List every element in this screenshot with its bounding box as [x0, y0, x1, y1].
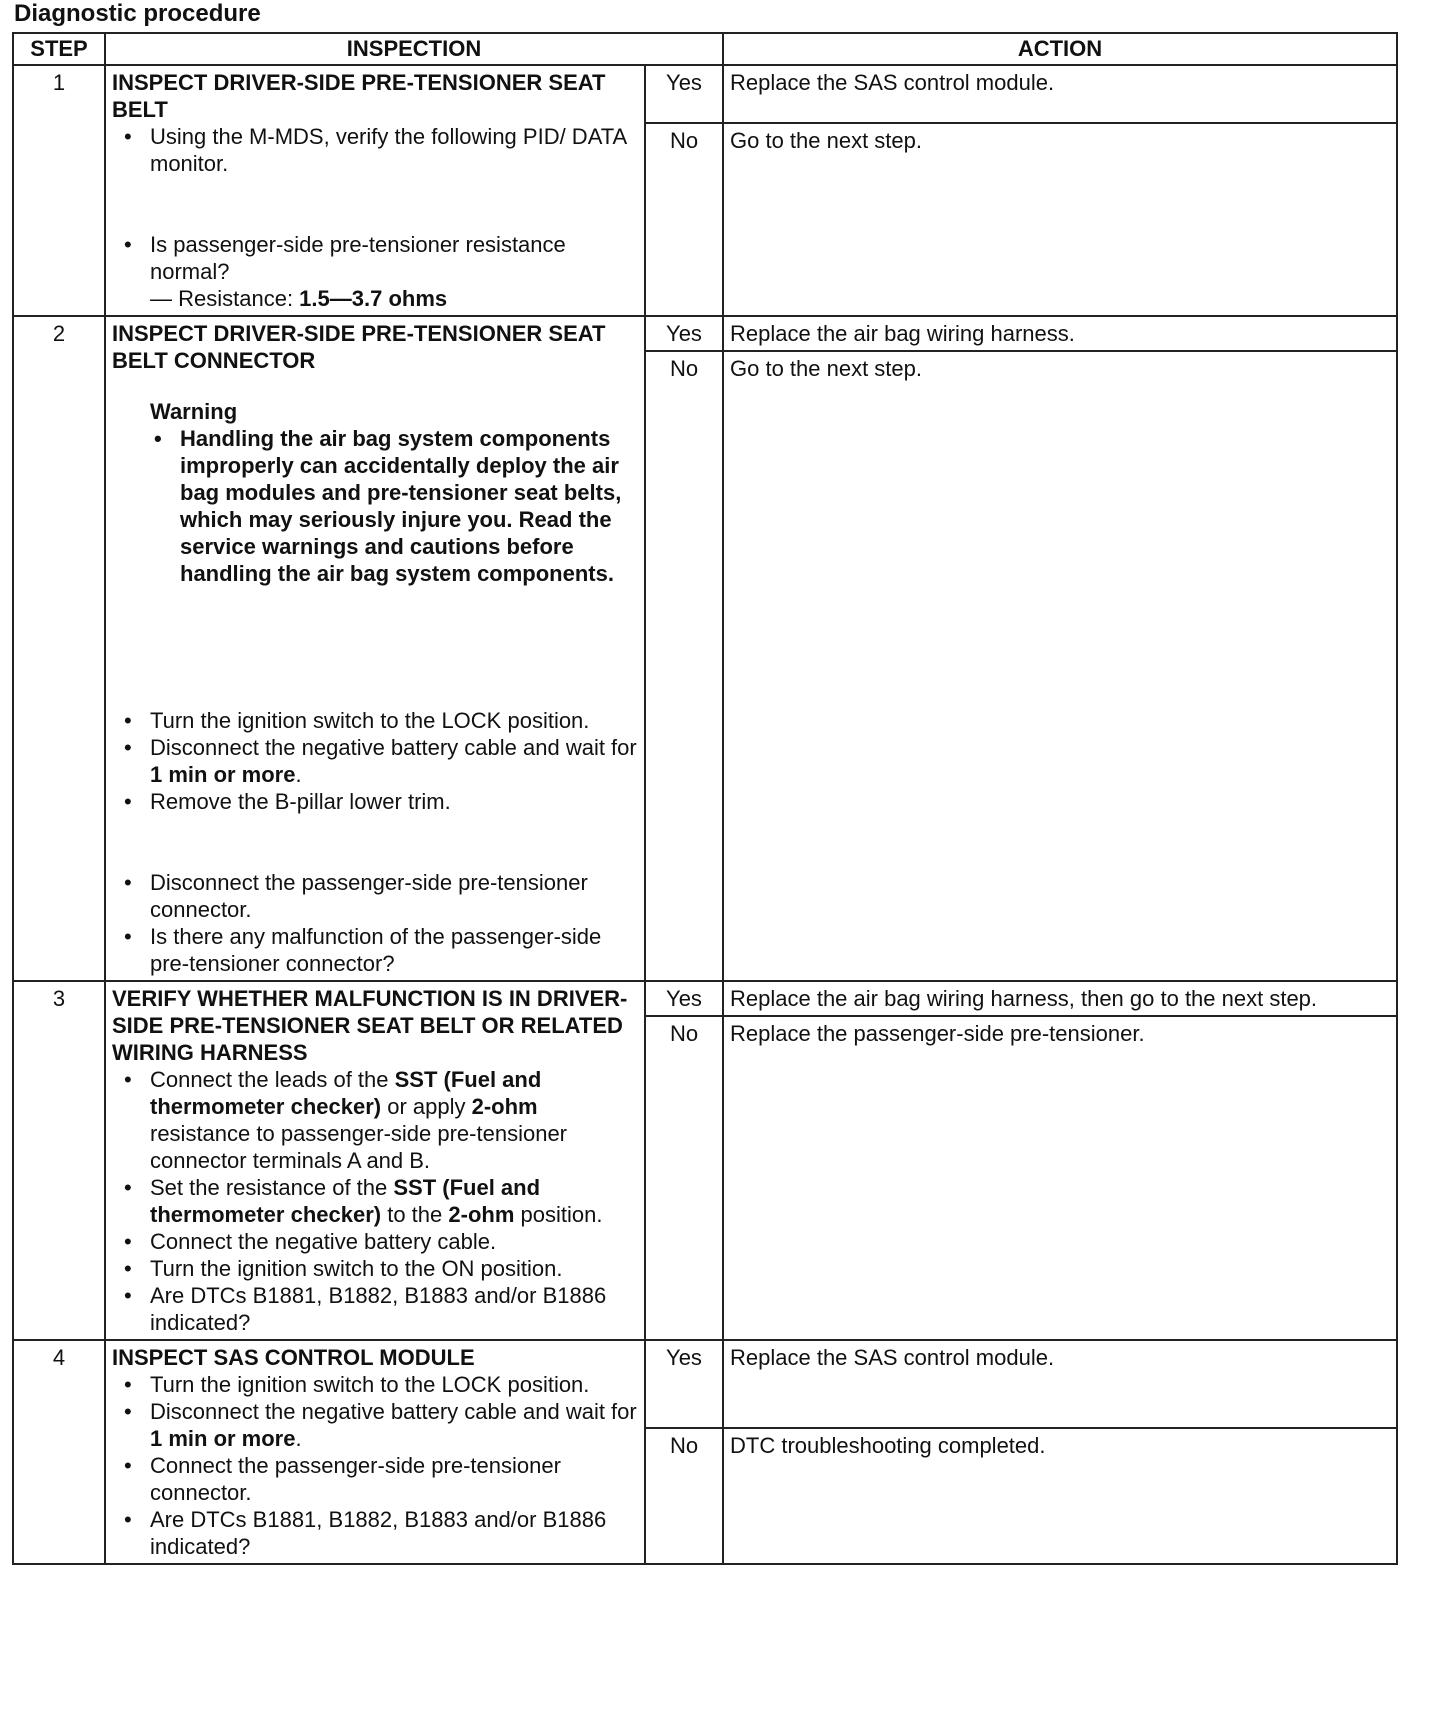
table-row [13, 65, 1397, 123]
header-step: STEP [13, 33, 105, 65]
bullet-item: • Connect the passenger-side pre-tensioner connector. [150, 1452, 638, 1506]
no-label: No [645, 1016, 723, 1340]
bullet-item: • Turn the ignition switch to the LOCK position. [150, 1371, 638, 1398]
bullet-item: • Disconnect the negative battery cable and wait for 1 min or more. [150, 734, 638, 788]
resistance-spec [112, 285, 638, 312]
table-row [13, 1340, 1397, 1428]
bullet-item: • Remove the B-pillar lower trim. [150, 788, 638, 815]
yes-action: Replace the SAS control module. [723, 65, 1397, 123]
step-inspection [105, 1340, 645, 1564]
no-action: Go to the next step. [723, 123, 1397, 316]
page-title: Diagnostic procedure [14, 0, 261, 27]
bullet-item: • Is passenger-side pre-tensioner resistance normal? [150, 231, 638, 285]
step-inspection [105, 65, 645, 316]
resistance-label: — Resistance: [150, 286, 300, 311]
bullet-item: • Using the M-MDS, verify the following PID/ DATA monitor. [150, 123, 638, 177]
step-title: INSPECT SAS CONTROL MODULE [112, 1345, 475, 1370]
step-number: 3 [13, 981, 105, 1340]
table-row [13, 316, 1397, 351]
step-number: 2 [13, 316, 105, 981]
yes-label: Yes [645, 65, 723, 123]
bullet-item: • Disconnect the negative battery cable and wait for 1 min or more. [150, 1398, 638, 1452]
no-label: No [645, 123, 723, 316]
warning-text: • Handling the air bag system components improperly can accidentally deploy the air bag modules and pre-tensioner seat belts, which may seriously injure you. Read the service warnings and cautions before handling the air bag system components. [180, 425, 638, 587]
bullet-item: • Are DTCs B1881, B1882, B1883 and/or B1886 indicated? [150, 1506, 638, 1560]
bullet-item: • Turn the ignition switch to the ON position. [150, 1255, 638, 1282]
bullet-item: • Is there any malfunction of the passenger-side pre-tensioner connector? [150, 923, 638, 977]
header-action: ACTION [723, 33, 1397, 65]
step-inspection [105, 316, 645, 981]
no-label: No [645, 351, 723, 981]
bullet-item: • Connect the leads of the SST (Fuel and thermometer checker) or apply 2-ohm resistance to passenger-side pre-tensioner connector terminals A and B. [150, 1066, 638, 1174]
bullet-item: • Connect the negative battery cable. [150, 1228, 638, 1255]
yes-action: Replace the SAS control module. [723, 1340, 1397, 1428]
table-row [13, 981, 1397, 1016]
bullet-item: • Disconnect the passenger-side pre-tensioner connector. [150, 869, 638, 923]
no-action: Go to the next step. [723, 351, 1397, 981]
bullet-item: • Are DTCs B1881, B1882, B1883 and/or B1886 indicated? [150, 1282, 638, 1336]
header-inspection: INSPECTION [105, 33, 723, 65]
no-label: No [645, 1428, 723, 1564]
no-action: DTC troubleshooting completed. [723, 1428, 1397, 1564]
step-title: INSPECT DRIVER-SIDE PRE-TENSIONER SEAT BELT [112, 70, 606, 122]
resistance-value: 1.5—3.7 ohms [299, 286, 448, 311]
bullet-item: • Set the resistance of the SST (Fuel and thermometer checker) to the 2-ohm position. [150, 1174, 638, 1228]
step-title: INSPECT DRIVER-SIDE PRE-TENSIONER SEAT BELT CONNECTOR [112, 321, 606, 373]
step-inspection [105, 981, 645, 1340]
yes-label: Yes [645, 316, 723, 351]
warning-label: Warning [150, 399, 238, 424]
step-number: 4 [13, 1340, 105, 1564]
yes-label: Yes [645, 981, 723, 1016]
yes-action: Replace the air bag wiring harness, then go to the next step. [723, 981, 1397, 1016]
yes-action: Replace the air bag wiring harness. [723, 316, 1397, 351]
diagnostic-procedure-table [12, 32, 1398, 1565]
step-number: 1 [13, 65, 105, 316]
table-header-row [13, 33, 1397, 65]
yes-label: Yes [645, 1340, 723, 1428]
no-action: Replace the passenger-side pre-tensioner. [723, 1016, 1397, 1340]
step-title: VERIFY WHETHER MALFUNCTION IS IN DRIVER-SIDE PRE-TENSIONER SEAT BELT OR RELATED WIRING HARNESS [112, 986, 628, 1065]
warning-block [150, 398, 638, 587]
bullet-item: • Turn the ignition switch to the LOCK position. [150, 707, 638, 734]
